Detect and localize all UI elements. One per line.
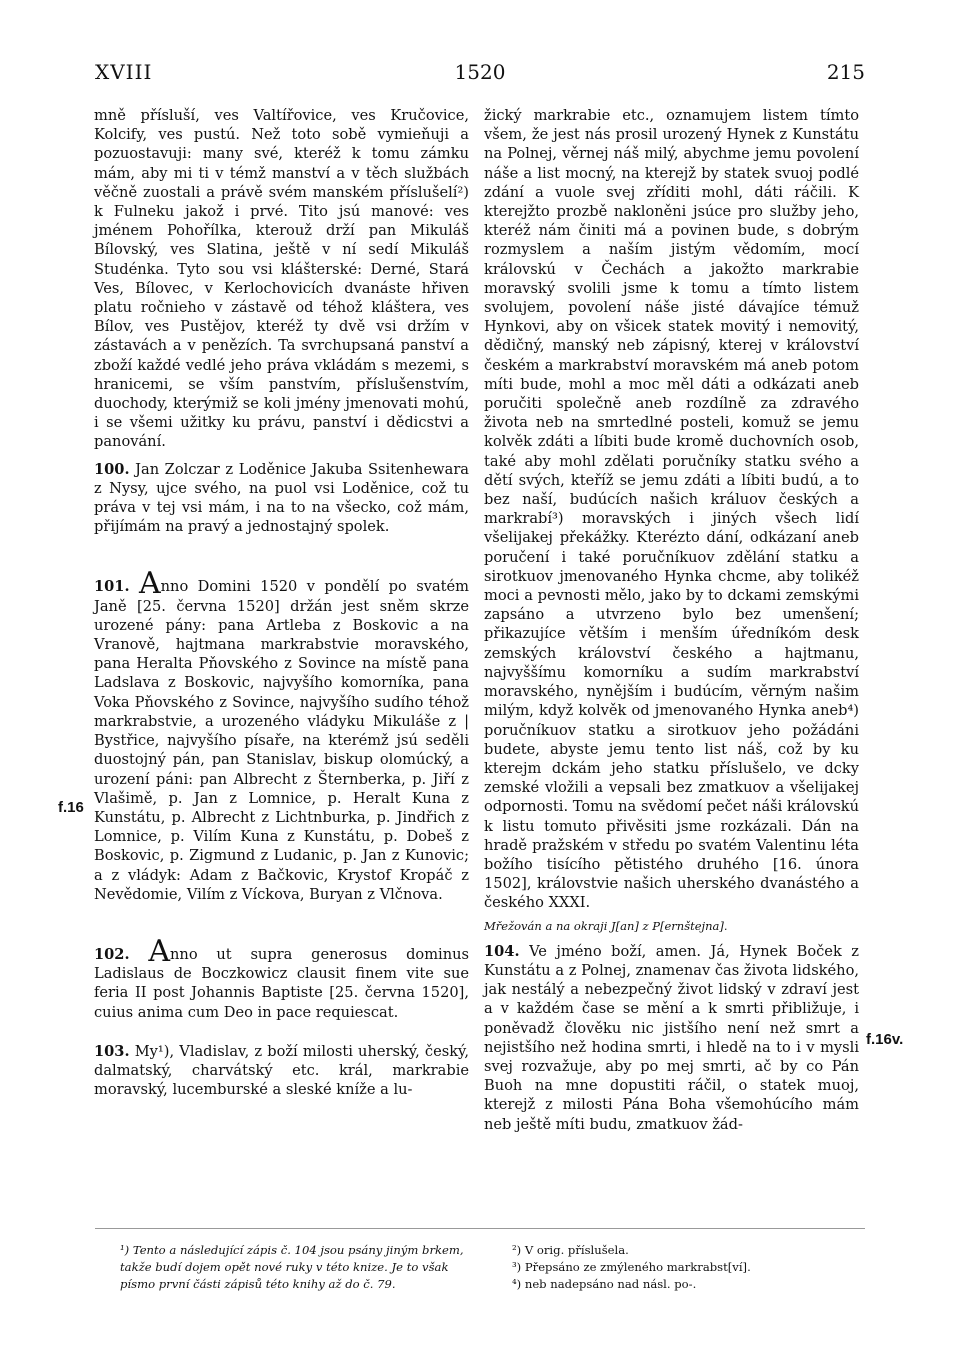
- footnote-4: ⁴) neb nadepsáno nad násl. po-.: [512, 1277, 697, 1291]
- entry-text: Jan Zolczar z Loděnice Jakuba Ssitenhewara z Nysy, ujce svého, na puol vsi Loděnice, což tu práva v tej vsi mám, i na to na všecko, což mám, přijímám na pravý a jednostajný spolek.: [94, 460, 469, 536]
- footnote-1: ¹) Tento a následující zápis č. 104 jsou psány jiným brkem, takže budí dojem opět nové ruky v této knize. Je to však písmo první části zápisů této knihy až do č. 79.: [120, 1243, 464, 1291]
- folio-marker-left: f.16: [58, 799, 84, 816]
- footnote-3: ³) Přepsáno ze zmýleného markrabst[ví].: [512, 1260, 751, 1274]
- right-column: [484, 106, 859, 1134]
- section-roman-numeral: XVIII: [95, 60, 153, 84]
- entry-number: 103.: [94, 1042, 130, 1060]
- folio-marker-right: f.16v.: [866, 1031, 904, 1048]
- entry-103-note: Mřežován a na okraji J[an] z P[ernštejna].: [484, 918, 728, 933]
- initial-letter: A: [138, 566, 161, 602]
- entry-number: 101.: [94, 578, 130, 596]
- page-number: 215: [826, 60, 865, 84]
- entry-101: [94, 566, 470, 903]
- entry-text: My¹), Vladislav, z boží milosti uherský, český, dalmatský, charvátský etc. král, markrabie moravský, lucemburské a sleské kníže a lu-: [94, 1042, 470, 1099]
- entry-text: nno ut supra generosus dominus Ladislaus de Boczkowicz clausit finem vite sue feria II post Johannis Baptiste [25. června 1520], cuius anima cum Deo in pace requiescat.: [94, 945, 470, 1021]
- footnote-divider: [95, 1228, 865, 1229]
- entry-103: [94, 1042, 469, 1100]
- entry-text: Ve jméno boží, amen. Já, Hynek Boček z Kunstátu a z Polnej, znamenav čas života lidského, jak nestálý a nebezpečný život lidský v zdraví jest a v každém čase se mění a k smrti přibližuje, i poněvadž člověku nic jistšího není než smrt a nejistšího než hodina smrti, i hledě na to i v mysli svej rozvažuje, aby po mej smrti, ač by co Pán Buoh na mne dopustiti ráčil, o statek muoj, kterejž z milosti Pána Boha všemohúcího mám neb ještě míti budu, zmatkuov žád-: [484, 942, 859, 1133]
- entry-100: [94, 460, 469, 537]
- entry-number: 100.: [94, 460, 130, 478]
- running-header: [95, 60, 865, 90]
- entry-102: [94, 933, 470, 1022]
- entry-text: nno Domini 1520 v pondělí po svatém Janě [25. června 1520] držán jest sněm skrze urozené pány: pana Artleba z Boskovic a na Vranově, hajtmana markrabstvie moravského, pana Heralta Pňovského z Sovince na místě pana Ladslava z Boskovic, najvyšího komorníka, pana Voka Pňovského z Sovince, najvyšího sudího téhož markrabstvie, a urozeného vládyku Mikuláše z | Bystřice, najvyšího písaře, na kterémž jsú seděli duostojný pán, pan Stanislav, biskup olomúcký, a urození páni: pan Albrecht z Šternberka, p. Jiří z Vlašimě, p. Jan z Lomnice, p. Heralt Kuna z Kunstátu, p. Albrecht z Lichtnburka, p. Jindřich z Lomnice, p. Vilím Kuna z Kunstátu, p. Dobeš z Boskovic, p. Zigmund z Ludanic, p. Jan z Kunovic; a z vládyk: Adam z Bačkovic, Krystof Kropáč z Nevědomie, Vilím z Víckova, Buryan z Vlčnova.: [94, 578, 470, 903]
- entry-number: 104.: [484, 942, 520, 960]
- footnotes-right: [512, 1242, 862, 1293]
- entry-number: 102.: [94, 945, 130, 963]
- initial-letter: A: [148, 933, 171, 969]
- year-heading: 1520: [454, 60, 506, 84]
- entry-104: [484, 942, 859, 1134]
- entry-103-continuation: žický markrabie etc., oznamujem listem tímto všem, že jest nás prosil urozený Hynek z Kunstátu na Polnej, věrnej náš milý, abychme jemu povolení náše a list mocný, na kterejž by statek svuoj podlé zdání a vuole svej zříditi mohl, dáti ráčili. K kterejžto prozbě nakloněni jsúce pro služby jeho, kteréž nám činiti má a povinen bude, s dobrým rozmyslem a naším jistým vědomím, mocí královskú v Čechách a jakožto markrabie moravský svolili jsme k tomu a tímto listem svolujem, povolení náše jisté dávajíce témuž Hynkovi, aby on všicek statek movitý i nemovitý, dědičný, manský neb zápisný, kterej v království českém a markrabství moravském má aneb potom míti bude, mohl a moc měl dáti a odkázati aneb poručiti společně aneb rozdílně za zdravého života neb na smrtedlné posteli, komuž se jemu kolvěk zdáti a líbiti bude kromě duchovních osob, také aby mohl zdělati poručníky statku svého a dětí svých, kteříž se jemu zdáti a líbiti budú, a to bez naší, budúcích našich králuov českých a markrabí³) moravských i jiných všech lidí všelijakej překážky. Kterézto dání, odkázaní aneb poručení i také poručníkuov zdělání statku a sirotkuov jmenovaného Hynka chcme, aby tolikéž moci a pevnosti mělo, jako by to dckami zemskými zapsáno a utvrzeno bylo bez umenšení; přikazujíce větším i menším úředníkóm desk zemských království českého a hajtmanu, najvyššímu komorníku a sudím markrabství moravského, nynějším i budúcím, věrným našim milým, když kolvěk od jmenovaného Hynka aneb⁴) poručníkuov statku a sirotkuov jeho požádáni budete, abyste jemu tento list náš, což by ku kterejm dckám jeho statku příslušelo, ve dcky zemské vložili a vepsali bez zmatkuov a všelijakej odpornosti. Tomu na svědomí pečet náši královskú k listu tomuto přivěsiti jsme rozkázali. Dán na hradě pražském v středu po svatém Valentinu léta božího tisícího pětistého druhého [16. února 1502], královstvie našich uherského dvanástého a českého XXXI.: [484, 107, 859, 912]
- footnote-2: ²) V orig. příslušela.: [512, 1243, 629, 1257]
- entry-99-continuation: mně přísluší, ves Valtířovice, ves Kručovice, Kolcify, ves pustú. Než toto sobě vymieňuji a pozuostavuji: many své, kteréž k tomu zámku mám, aby mi ti v témž manství a v těch službách věčně zuostali a právě svém manském příslušelí²) k Fulneku jakož i prvé. Tito jsú manové: ves jménem Pohořílka, kterouž drží pan Mikuláš Bílovský, ves Slatina, ještě v ní sedí Mikuláš Studénka. Tyto sou vsi klášterské: Derné, Stará Ves, Bílovec, v Kerlochovicích dvanáste hřiven platu ročnieho v zástavě od téhož kláštera, ves Bílov, ves Pustějov, kteréž ty dvě vsi držím v zástavách a v penězích. Ta svrchupsaná panství a zboží každé vedlé jeho práva vkládám s mezemi, s hranicemi, se vším panstvím, příslušenstvím, duochody, kterýmiž se koli jmény jmenovati mohú, i se všemi užitky ku právu, panství i dědicstvi a panování.: [94, 107, 469, 451]
- left-column: [94, 106, 469, 1099]
